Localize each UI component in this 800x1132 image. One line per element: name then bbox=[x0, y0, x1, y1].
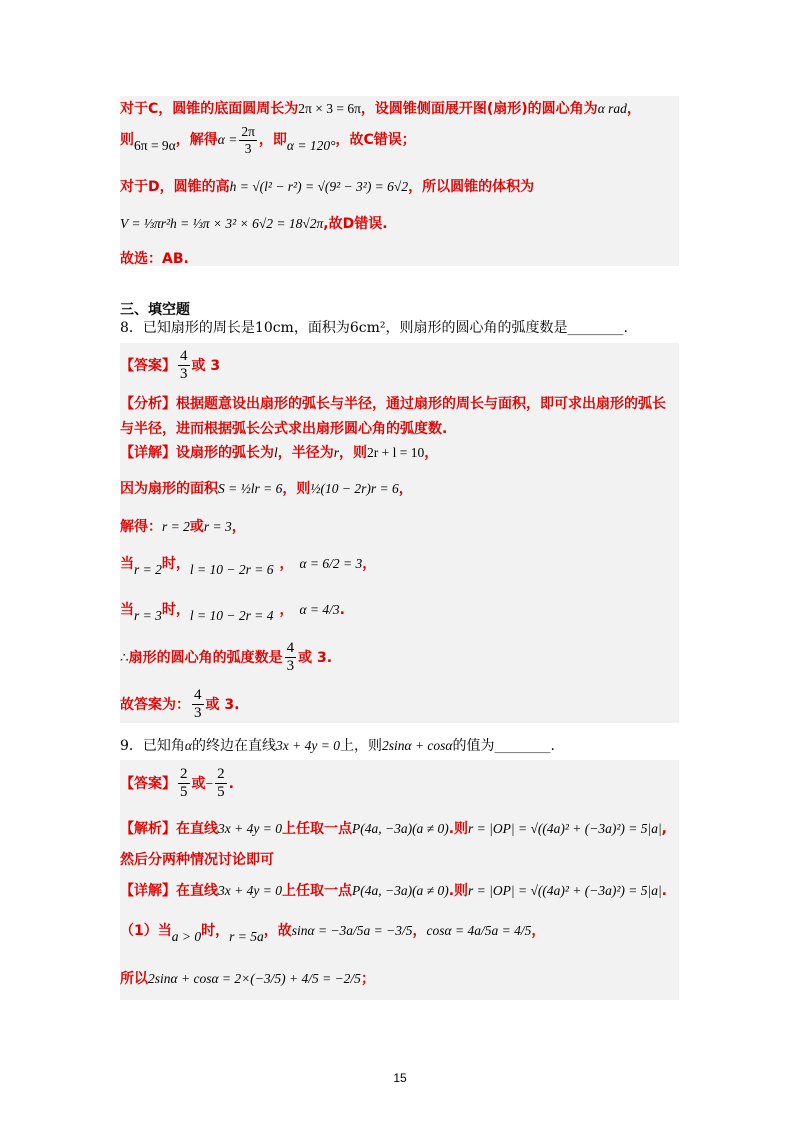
text: 的终边在直线 bbox=[192, 738, 277, 754]
denominator: 3 bbox=[286, 658, 295, 675]
text: ，所以圆锥的体积为 bbox=[408, 179, 535, 195]
numerator: 2 bbox=[178, 766, 190, 784]
text: ，解得 bbox=[175, 132, 218, 149]
q8-case-2 bbox=[120, 599, 345, 623]
q9-answer bbox=[120, 766, 234, 802]
math: 2π × 3 = 6π bbox=[298, 101, 361, 116]
denominator: 3 bbox=[194, 705, 202, 722]
numerator: 2π bbox=[241, 124, 255, 139]
text: ，故C错误； bbox=[335, 132, 416, 149]
text: ，半径为 bbox=[277, 445, 334, 461]
math: r = |OP| = √((4a)² + (−3a)²) = 5|a| bbox=[468, 821, 662, 836]
text: 对于D，圆锥的高 bbox=[120, 179, 230, 195]
q8-analysis-2: 与半径，进而根据弧长公式求出扇形圆心角的弧度数. bbox=[120, 421, 448, 437]
math: α = 6/2 = 3 bbox=[299, 556, 363, 571]
math: l = 10 − 2r = 6 bbox=[189, 562, 274, 577]
text: 上任取一点 bbox=[281, 883, 352, 899]
answer-label: 【答案】 bbox=[120, 775, 176, 792]
q8-answer bbox=[120, 348, 220, 384]
q8-analysis-1: 【分析】根据题意设出扇形的弧长与半径，通过扇形的周长与面积，即可求出扇形的弧长 bbox=[120, 396, 666, 412]
text: .则 bbox=[448, 883, 469, 899]
math: 2r + l = 10 bbox=[367, 445, 425, 460]
text: 或 3. bbox=[205, 696, 240, 713]
q8-conclusion bbox=[120, 640, 332, 676]
math: α rad bbox=[597, 101, 627, 116]
denominator: 5 bbox=[180, 784, 188, 801]
fraction bbox=[285, 640, 297, 676]
q9-stem bbox=[120, 735, 555, 755]
block1-line5: 故选：AB. bbox=[120, 251, 189, 267]
math: sinα = −3a/5a = −3/5 bbox=[291, 923, 413, 938]
text: ,故D错误. bbox=[323, 216, 388, 232]
text: ，则 bbox=[339, 445, 368, 461]
block1-line4 bbox=[120, 213, 388, 233]
math: α = bbox=[217, 132, 238, 148]
therefore-symbol: ∴ bbox=[120, 649, 129, 665]
text: ，设圆锥侧面展开图(扇形)的圆心角为 bbox=[360, 101, 598, 117]
text: ， bbox=[231, 519, 246, 535]
text: 上任取一点 bbox=[281, 821, 352, 837]
text: . bbox=[661, 883, 667, 899]
block1-line1 bbox=[120, 98, 641, 118]
math: cosα = 4a/5a = 4/5 bbox=[426, 923, 532, 938]
math: r = |OP| = √((4a)² + (−3a)²) = 5|a| bbox=[468, 883, 662, 898]
text: 或 bbox=[191, 775, 206, 792]
fraction bbox=[178, 348, 190, 384]
fraction bbox=[215, 766, 227, 802]
text: 【详解】设扇形的弧长为 bbox=[120, 445, 274, 461]
text: ， bbox=[424, 445, 439, 461]
text: ， bbox=[412, 923, 427, 939]
text: 当 bbox=[120, 602, 134, 618]
math: 6π = 9α bbox=[134, 138, 176, 154]
text: 时， bbox=[201, 923, 230, 939]
text: . bbox=[228, 775, 234, 792]
text: , bbox=[661, 821, 667, 837]
text: ； bbox=[360, 971, 375, 987]
math: a > 0 bbox=[171, 929, 202, 944]
math: 2sinα + cosα bbox=[381, 738, 453, 753]
math: r = 3 bbox=[203, 519, 232, 534]
text: 或 3 bbox=[191, 357, 221, 374]
minus-sign: − bbox=[205, 775, 214, 791]
fraction bbox=[178, 766, 190, 802]
math: α bbox=[184, 738, 193, 753]
text: . bbox=[339, 602, 345, 618]
math: l = 10 − 2r = 4 bbox=[189, 608, 274, 623]
text: 解得： bbox=[120, 519, 162, 535]
math: 3x + 4y = 0 bbox=[218, 821, 282, 836]
q8-stem: 8．已知扇形的周长是10cm，面积为6cm²，则扇形的圆心角的弧度数是________. bbox=[120, 320, 628, 336]
fraction bbox=[239, 124, 257, 156]
numerator: 4 bbox=[285, 640, 297, 658]
denominator: 3 bbox=[180, 366, 188, 383]
text: 当 bbox=[120, 556, 134, 572]
block1-line3 bbox=[120, 176, 534, 196]
q8-solve bbox=[120, 516, 246, 536]
math: ½(10 − 2r)r = 6 bbox=[310, 481, 399, 496]
text: 所以 bbox=[120, 971, 148, 987]
math: r bbox=[333, 445, 340, 460]
q9-analysis-1 bbox=[120, 818, 667, 838]
text: ， bbox=[362, 556, 377, 572]
text: ， bbox=[626, 101, 641, 117]
text: .则 bbox=[448, 821, 469, 837]
q9-conclusion bbox=[120, 968, 375, 988]
fraction bbox=[192, 687, 204, 723]
text: 则 bbox=[120, 132, 134, 149]
math: 3x + 4y = 0 bbox=[218, 883, 282, 898]
text: ，即 bbox=[258, 132, 287, 149]
numerator: 2 bbox=[215, 766, 227, 784]
math: S = ½lr = 6 bbox=[218, 481, 283, 496]
denominator: 5 bbox=[217, 784, 225, 801]
math: V = ⅓πr²h = ⅓π × 3² × 6√2 = 18√2π bbox=[120, 216, 324, 231]
text: （1）当 bbox=[120, 923, 172, 939]
text: 因为扇形的面积 bbox=[120, 481, 218, 497]
text: 9．已知角 bbox=[120, 738, 185, 754]
q8-final-answer bbox=[120, 687, 239, 723]
math: r = 2 bbox=[162, 519, 190, 534]
text: 故答案为： bbox=[120, 696, 190, 713]
block1-line2 bbox=[120, 124, 416, 156]
text: ，故 bbox=[263, 923, 292, 939]
answer-label: 【答案】 bbox=[120, 357, 176, 374]
math: 3x + 4y = 0 bbox=[276, 738, 340, 753]
denominator: 3 bbox=[244, 140, 252, 156]
section-title: 三、填空题 bbox=[120, 302, 190, 318]
math: r = 5a bbox=[229, 929, 264, 944]
math: α = 4/3 bbox=[299, 602, 340, 617]
math: 2sinα + cosα = 2×(−3/5) + 4/5 = −2/5 bbox=[148, 971, 361, 986]
math: α = 120° bbox=[286, 138, 336, 154]
q8-detail bbox=[120, 442, 438, 462]
math: P(4a, −3a)(a ≠ 0) bbox=[351, 821, 449, 836]
math: P(4a, −3a)(a ≠ 0) bbox=[351, 883, 449, 898]
q9-analysis-2: 然后分两种情况讨论即可 bbox=[120, 852, 274, 868]
text: 或 bbox=[189, 519, 204, 535]
q8-area bbox=[120, 478, 413, 498]
text: 或 3. bbox=[298, 649, 333, 666]
numerator: 4 bbox=[178, 348, 190, 366]
q9-case-1 bbox=[120, 920, 546, 944]
text: ， bbox=[531, 923, 546, 939]
text: 【详解】在直线 bbox=[120, 883, 218, 899]
page-number: 15 bbox=[393, 1071, 407, 1085]
text: 对于C，圆锥的底面圆周长为 bbox=[120, 101, 299, 117]
text: ，则 bbox=[282, 481, 311, 497]
text: 上，则 bbox=[339, 738, 382, 754]
text: 【解析】在直线 bbox=[120, 821, 218, 837]
text: 时， bbox=[161, 602, 190, 618]
text: 时， bbox=[161, 556, 190, 572]
text: 扇形的圆心角的弧度数是 bbox=[128, 649, 283, 666]
separator: ， bbox=[279, 556, 294, 572]
math: r = 3 bbox=[134, 608, 162, 623]
numerator: 4 bbox=[192, 687, 204, 705]
separator: ， bbox=[279, 602, 294, 618]
math: h = √(l² − r²) = √(9² − 3²) = 6√2 bbox=[229, 179, 409, 194]
text: 的值为________. bbox=[452, 738, 555, 754]
math: l bbox=[274, 445, 278, 460]
text: ， bbox=[398, 481, 413, 497]
q9-detail bbox=[120, 880, 667, 900]
math: r = 2 bbox=[134, 562, 162, 577]
q8-case-1 bbox=[120, 553, 377, 577]
